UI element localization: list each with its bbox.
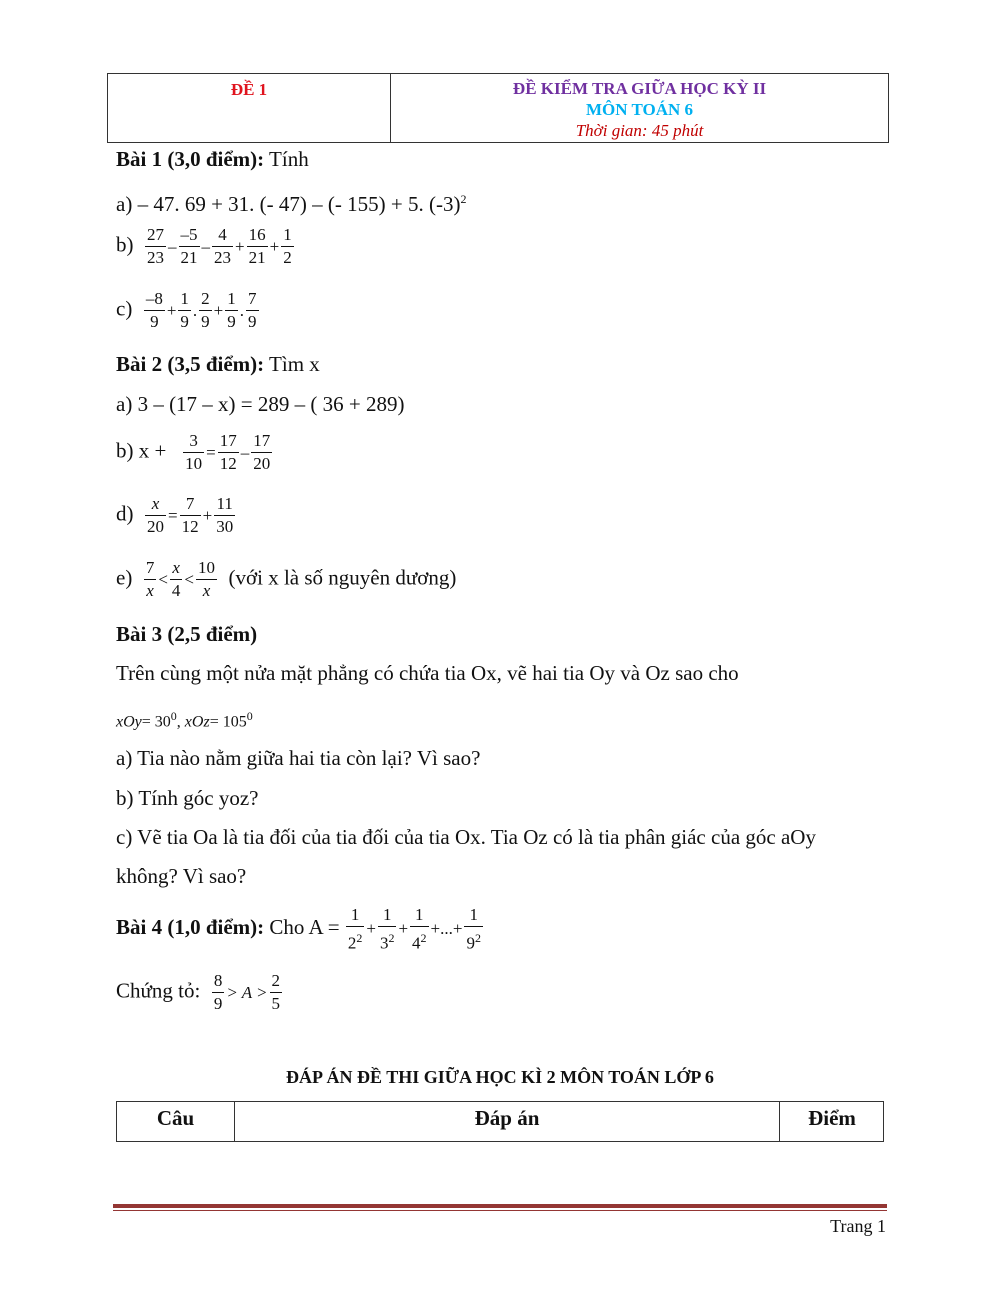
fraction: [178, 288, 191, 333]
numerator: 17: [251, 430, 272, 453]
bai1-instruction: Tính: [264, 147, 309, 171]
denominator: 12: [219, 454, 237, 473]
bai4-prove: [116, 970, 283, 1015]
answer-col-cau: Câu: [156, 1106, 195, 1130]
denominator: 20: [253, 454, 271, 473]
page-number: Trang 1: [830, 1216, 886, 1236]
numerator: 1: [410, 904, 429, 927]
fraction: [196, 557, 217, 602]
numerator: 4: [212, 224, 233, 247]
fraction: [212, 970, 225, 1015]
denominator: 23: [147, 248, 164, 267]
fraction: [378, 904, 397, 955]
numerator: 1: [225, 288, 238, 311]
bai1-heading: Bài 1 (3,0 điểm):: [116, 147, 265, 171]
footer-rule-thick: [113, 1204, 887, 1208]
denominator: [464, 927, 483, 955]
bai1-c-label: c): [116, 296, 133, 321]
bai2-b: [116, 430, 273, 475]
fraction: [464, 904, 483, 955]
operator: =: [206, 442, 216, 462]
fraction: [225, 288, 238, 333]
bai3-text: Trên cùng một nửa mặt phẳng có chứa tia Ox, vẽ hai tia Oy và Oz sao cho: [116, 661, 739, 685]
operator: +: [269, 236, 280, 256]
fraction: [270, 970, 283, 1015]
fraction: [180, 493, 201, 538]
denominator: 2: [283, 248, 292, 267]
denominator: 21: [180, 248, 198, 267]
operator: –: [240, 442, 250, 462]
denominator: 9: [201, 312, 210, 331]
base: 2: [347, 933, 357, 953]
footer-rule-thin: [113, 1210, 887, 1211]
bai1-a-exp: 2: [460, 192, 467, 206]
operator: =: [168, 505, 178, 525]
degree-mark: 0: [246, 709, 253, 723]
denominator: 5: [271, 994, 281, 1013]
fraction: [410, 904, 429, 955]
operator: +: [166, 300, 177, 320]
bai4-line: [116, 904, 484, 955]
base: 4: [412, 933, 421, 953]
bai1-a: [116, 186, 466, 217]
numerator: 7: [144, 557, 157, 580]
numerator: 10: [196, 557, 217, 580]
answer-col-diem: Điểm: [808, 1106, 856, 1130]
bai3-question-c-cont: không? Vì sao?: [116, 864, 247, 888]
fraction: [214, 493, 235, 538]
bai1-b: [116, 224, 295, 269]
denominator: 21: [248, 248, 266, 267]
base: 9: [466, 933, 475, 953]
bai4-lead: Cho A =: [264, 915, 340, 940]
denominator: 9: [180, 312, 189, 331]
ellipsis: +...+: [430, 919, 463, 939]
angle-xoy: xOy: [116, 713, 142, 731]
denominator: 23: [214, 248, 231, 267]
prove-label: Chứng tỏ:: [116, 978, 201, 1003]
operator: <: [184, 569, 195, 589]
fraction: [145, 224, 166, 269]
fraction: [145, 493, 166, 538]
bai3-angles: [116, 703, 253, 735]
fraction: [247, 224, 268, 269]
denominator: 4: [171, 581, 181, 600]
numerator: x: [170, 557, 183, 580]
fraction: [246, 288, 259, 333]
fraction: [170, 557, 183, 602]
numerator: –5: [179, 224, 200, 247]
fraction: [218, 430, 239, 475]
numerator: 1: [346, 904, 365, 927]
operator: –: [168, 236, 177, 256]
numerator: x: [145, 493, 166, 516]
fraction: [281, 224, 294, 269]
operator: +: [235, 236, 245, 256]
bai3-question-b: b) Tính góc yoz?: [116, 786, 259, 810]
bai3-question-a: a) Tia nào nằm giữa hai tia còn lại? Vì sao?: [116, 746, 481, 770]
denominator: [410, 927, 429, 955]
numerator: 3: [183, 430, 204, 453]
angle-xoz-value: = 105: [209, 713, 247, 731]
operator: +: [213, 300, 224, 320]
exam-title-block: [391, 78, 888, 141]
numerator: 7: [180, 493, 201, 516]
fraction: [199, 288, 212, 333]
numerator: 1: [464, 904, 483, 927]
bai3-question-c: c) Vẽ tia Oa là tia đối của tia đối của tia Ox. Tia Oz có là tia phân giác của góc aOy: [116, 825, 816, 849]
operator: +: [366, 919, 376, 939]
denominator: 9: [248, 312, 257, 331]
numerator: 1: [178, 288, 191, 311]
exponent: 2: [388, 931, 395, 945]
denominator: 30: [216, 517, 234, 536]
operator: +: [202, 505, 213, 525]
denominator: 9: [150, 312, 159, 331]
fraction: [183, 430, 204, 475]
exam-time: Thời gian: 45 phút: [575, 121, 704, 140]
answer-title: ĐÁP ÁN ĐỀ THI GIỮA HỌC KÌ 2 MÔN TOÁN LỚP 6: [286, 1067, 714, 1087]
angle-xoz: xOz: [184, 713, 210, 731]
degree-mark: 0: [170, 709, 177, 723]
fraction: [251, 430, 272, 475]
bai1-heading-line: [116, 146, 309, 172]
numerator: 1: [378, 904, 397, 927]
fraction: [179, 224, 200, 269]
numerator: 8: [212, 970, 225, 993]
bai2-e-note: (với x là số nguyên dương): [228, 565, 457, 590]
exponent: 2: [474, 931, 481, 945]
bai2-e: [116, 557, 456, 602]
operator: <: [158, 569, 168, 589]
exam-number: ĐỀ 1: [230, 80, 268, 99]
angle-xoy-value: = 30: [141, 713, 171, 731]
denominator: [346, 927, 365, 955]
operator: .: [192, 300, 198, 320]
operator: +: [398, 919, 409, 939]
bai1-c: [116, 288, 260, 333]
denominator: 20: [147, 517, 164, 536]
exponent: 2: [356, 931, 363, 945]
numerator: 17: [218, 430, 239, 453]
fraction: [346, 904, 365, 955]
denominator: 10: [185, 454, 203, 473]
base: 3: [379, 933, 389, 953]
bai1-b-label: b): [116, 232, 134, 257]
numerator: 27: [145, 224, 166, 247]
fraction: [144, 557, 157, 602]
bai2-heading: Bài 2 (3,5 điểm):: [116, 352, 265, 376]
bai2-d-label: d): [116, 501, 134, 526]
bai2-instruction: Tìm x: [264, 352, 320, 376]
numerator: 11: [214, 493, 235, 516]
denominator: [378, 927, 397, 955]
exam-title: ĐỀ KIỂM TRA GIỮA HỌC KỲ II: [512, 79, 767, 98]
numerator: 2: [199, 288, 212, 311]
bai1-a-expr: a) – 47. 69 + 31. (- 47) – (- 155) + 5. (-3): [116, 192, 461, 216]
operator: –: [201, 236, 210, 256]
numerator: 2: [270, 970, 283, 993]
numerator: 16: [247, 224, 268, 247]
inequality: > A >: [226, 982, 268, 1002]
bai2-e-label: e): [116, 565, 133, 590]
exam-subject: MÔN TOÁN 6: [585, 100, 694, 119]
bai4-heading: Bài 4 (1,0 điểm):: [116, 915, 265, 940]
denominator: x: [146, 581, 154, 600]
bai3-heading: Bài 3 (2,5 điểm): [116, 622, 258, 646]
bai2-d: [116, 493, 236, 538]
denominator: 9: [227, 312, 236, 331]
header-table: [107, 73, 889, 143]
denominator: 12: [181, 517, 199, 536]
fraction: [212, 224, 233, 269]
bai2-b-label: b) x +: [116, 438, 167, 463]
bai2-a: a) 3 – (17 – x) = 289 – ( 36 + 289): [116, 392, 405, 416]
denominator: 9: [213, 994, 223, 1013]
answer-col-dapan: Đáp án: [474, 1106, 540, 1130]
denominator: x: [202, 581, 211, 600]
fraction: [144, 288, 165, 333]
separator: ,: [176, 713, 185, 731]
numerator: 7: [246, 288, 259, 311]
answer-table: [116, 1101, 884, 1142]
operator: .: [239, 300, 245, 320]
bai2-heading-line: [116, 351, 320, 377]
exponent: 2: [420, 931, 427, 945]
numerator: –8: [144, 288, 165, 311]
numerator: 1: [281, 224, 294, 247]
